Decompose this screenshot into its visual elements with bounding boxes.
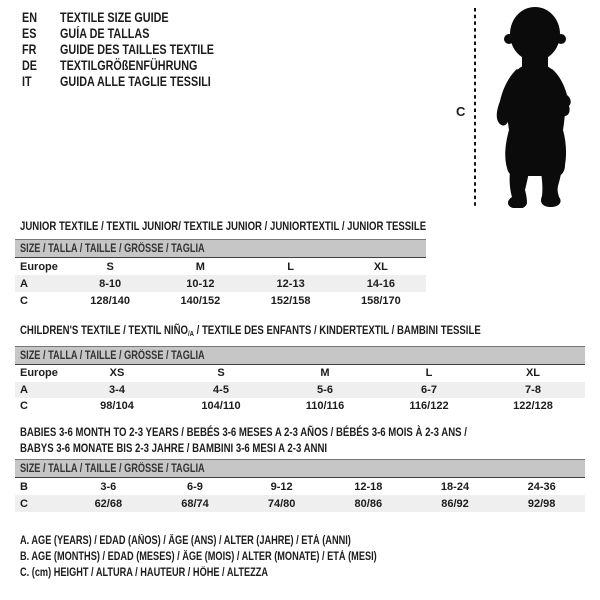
table-cell: 12-18 <box>354 480 383 493</box>
language-row <box>22 58 253 74</box>
section-heading-babies: BABIES 3-6 MONTH TO 2-3 YEARS / BEBÉS 3-6 MESES A 2-3 AÑOS / BÉBÉS 3-6 MOIS À 2-3 ANS / BABYS 3-6 MONATE BIS 2-3 JAHRE / BAMBINI 3-6 MESI A 2-3 ANNI <box>20 425 467 455</box>
column-header: L <box>425 367 433 380</box>
column-header: XS <box>109 367 125 380</box>
table-cell: 62/68 <box>94 497 123 510</box>
table-column-header-row <box>15 258 426 275</box>
table-cell: 3-6 <box>100 480 117 493</box>
table-cell: 9-12 <box>270 480 293 493</box>
height-measure-label: C <box>456 104 466 119</box>
row-label: C <box>20 294 28 307</box>
column-header: XL <box>525 367 541 380</box>
table-cell: 24-36 <box>527 480 556 493</box>
toddler-silhouette-icon <box>455 6 585 208</box>
language-title-list <box>22 10 253 90</box>
table-cell: 6-7 <box>421 383 437 396</box>
language-title: TEXTILGRÖßENFÜHRUNG <box>60 58 198 73</box>
section-heading-children: CHILDREN'S TEXTILE / TEXTIL $NIÑO_{/A}$ / TEXTILE DES ENFANTS / KINDERTEXTIL / BAMBINI TESSILE <box>20 323 481 338</box>
table-cell: 122/128 <box>513 400 553 413</box>
table-cell: 158/170 <box>360 294 401 307</box>
table-cell: 110/116 <box>305 400 345 413</box>
table-cell: 3-4 <box>109 383 125 396</box>
table-cell: 128/140 <box>90 294 130 307</box>
table-cell: 80/86 <box>354 497 383 510</box>
column-header: Europe <box>20 260 58 273</box>
footnote-a: A. AGE (YEARS) / EDAD (AÑOS) / ÂGE (ANS) / ALTER (JAHRE) / ETÀ (ANNI) <box>20 535 351 547</box>
table-cell: 6-9 <box>187 480 203 493</box>
size-header-bar: SIZE / TALLA / TAILLE / GRÖSSE / TAGLIA <box>15 460 585 478</box>
language-code: EN <box>22 10 38 25</box>
language-code: ES <box>22 26 37 41</box>
language-code: FR <box>22 42 37 57</box>
column-header: Europe <box>20 367 58 380</box>
table-cell: 14-16 <box>366 277 395 290</box>
table-cell: 10-12 <box>186 277 215 290</box>
language-title: GUIDA ALLE TAGLIE TESSILI <box>60 74 211 89</box>
table-cell: 8-10 <box>99 277 122 290</box>
table-row <box>15 382 585 399</box>
column-header: S <box>106 260 114 273</box>
babies-size-table <box>15 459 585 512</box>
language-title: TEXTILE SIZE GUIDE <box>60 10 169 25</box>
table-cell: 18-24 <box>440 480 470 493</box>
table-cell: 5-6 <box>317 383 333 396</box>
table-cell: 140/152 <box>180 294 221 307</box>
column-header: M <box>195 260 205 273</box>
column-header: M <box>320 367 330 380</box>
row-label: C <box>20 400 28 413</box>
table-cell: 74/80 <box>267 497 296 510</box>
row-label: C <box>20 497 28 510</box>
subscript-text: /A <box>187 328 194 338</box>
language-title: GUIDE DES TAILLES TEXTILE <box>60 42 215 57</box>
table-cell: 68/74 <box>181 497 209 510</box>
table-row <box>15 398 585 415</box>
column-header: L <box>287 260 294 273</box>
section-heading-junior: JUNIOR TEXTILE / TEXTIL JUNIOR/ TEXTILE JUNIOR / JUNIORTEXTIL / JUNIOR TESSILE <box>20 219 427 233</box>
column-header: XL <box>373 260 388 273</box>
size-header-bar: SIZE / TALLA / TAILLE / GRÖSSE / TAGLIA <box>15 240 426 258</box>
table-row <box>15 495 585 512</box>
table-cell: 116/122 <box>409 400 449 413</box>
row-label: B <box>20 480 28 493</box>
language-row <box>22 26 253 42</box>
footnote-c: C. (cm) HEIGHT / ALTURA / HAUTEUR / HÖHE / ALTEZZA <box>20 567 269 579</box>
language-row <box>22 10 253 26</box>
row-label: A <box>20 277 28 290</box>
table-row <box>15 478 585 495</box>
junior-size-table <box>15 239 426 309</box>
row-label: A <box>20 383 28 396</box>
language-code: IT <box>22 74 32 89</box>
table-cell: 4-5 <box>213 383 229 396</box>
language-title: GUÍA DE TALLAS <box>60 26 150 41</box>
table-cell: 7-8 <box>525 383 541 396</box>
column-header: S <box>217 367 225 380</box>
table-cell: 98/104 <box>100 400 134 413</box>
table-cell: 86/92 <box>441 497 469 510</box>
footnotes <box>20 533 466 581</box>
table-column-header-row <box>15 365 585 382</box>
children-size-table <box>15 346 585 415</box>
size-header-bar: SIZE / TALLA / TAILLE / GRÖSSE / TAGLIA <box>15 347 585 365</box>
footnote-b: B. AGE (MONTHS) / EDAD (MESES) / ÂGE (MOIS) / ALTER (MONATE) / ETÀ (MESI) <box>20 551 377 563</box>
table-cell: 104/110 <box>201 400 241 413</box>
language-row <box>22 42 253 58</box>
language-row <box>22 74 253 90</box>
table-cell: 92/98 <box>527 497 556 510</box>
language-code: DE <box>22 58 38 73</box>
table-row <box>15 275 426 292</box>
table-row <box>15 292 426 309</box>
table-cell: 152/158 <box>270 294 311 307</box>
table-cell: 12-13 <box>276 277 305 290</box>
